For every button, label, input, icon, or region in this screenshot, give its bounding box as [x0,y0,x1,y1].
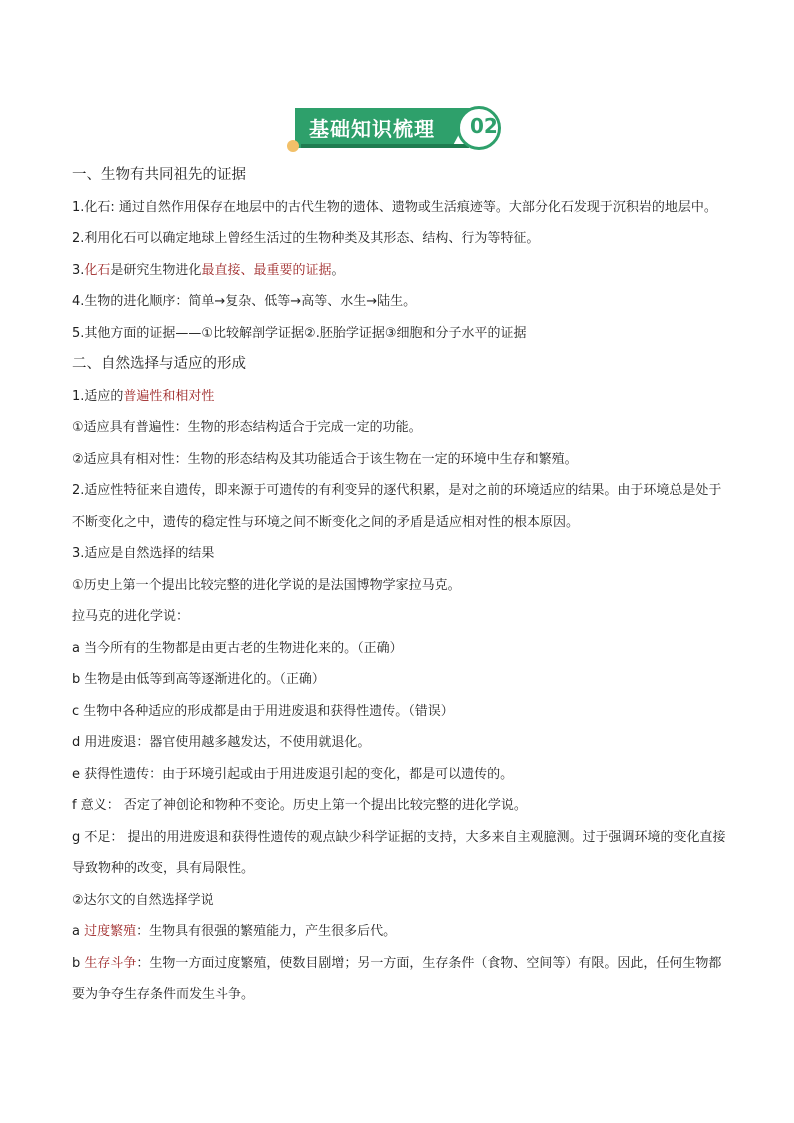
paragraph-fossil-definition: 1.化石: 通过自然作用保存在地层中的古代生物的遗体、遗物或生活痕迹等。大部分化石发现于沉积岩的地层中。 [72,199,717,215]
list-item-f: f 意义： 否定了神创论和物种不变论。历史上第一个提出比较完整的进化学说。 [72,798,527,813]
highlight-fossil: 化石 [84,262,111,278]
highlight-overproduction: 过度繁殖 [84,924,137,939]
paragraph-fossil-evidence [72,255,732,287]
highlight-universality-relativity: 普遍性和相对性 [123,388,215,404]
darwin-item-b [72,948,732,1011]
list-item-e: e 获得性遗传：由于环境引起或由于用进废退引起的变化，都是可以遗传的。 [72,766,514,782]
highlight-struggle-for-existence: 生存斗争 [84,955,137,971]
paragraph-lamarck-intro: ①历史上第一个提出比较完整的进化学说的是法国博物学家拉马克。 [72,577,461,593]
list-item-c: c 生物中各种适应的形成都是由于用进废退和获得性遗传。（错误） [72,703,454,719]
highlight-most-direct-evidence: 最直接、最重要的证据 [201,262,332,278]
text-run: 3. [72,262,85,278]
text-run: 是研究生物进化 [110,262,202,278]
banner-decoration-dot [287,140,299,152]
paragraph-adaptation-heredity: 2.适应性特征来自遗传，即来源于可遗传的有利变异的逐代积累，是对之前的环境适应的结果。由于环境总是处于不断变化之中，遗传的稳定性与环境之间不断变化之间的矛盾是适应相对性的根本原因。 [72,483,722,530]
paragraph-evolution-order: 4.生物的进化顺序：简单→复杂、低等→高等、水生→陆生。 [72,294,417,309]
list-item-d: d 用进废退：器官使用越多越发达，不使用就退化。 [72,735,371,750]
list-item-b: b 生物是由低等到高等逐渐进化的。（正确） [72,672,325,687]
banner-shadow [301,144,469,148]
text-run: ：生物具有很强的繁殖能力，产生很多后代。 [136,924,397,939]
text-run: a [72,924,85,939]
text-run: ：生物一方面过度繁殖，使数目剧增；另一方面，生存条件（食物、空间等）有限。因此，任何生物都要为争夺生存条件而发生斗争。 [72,955,722,1002]
text-run: b [72,955,85,971]
list-item-g: g 不足： 提出的用进废退和获得性遗传的观点缺少科学证据的支持，大多来自主观臆测。过于强调环境的变化直接导致物种的改变，具有局限性。 [72,829,726,876]
section-banner [287,104,517,154]
banner-number: 02 [470,114,498,138]
section-heading-2: 二、自然选择与适应的形成 [72,356,246,372]
paragraph-darwin-theory: ②达尔文的自然选择学说 [72,892,214,908]
paragraph-other-evidence: 5.其他方面的证据——①比较解剖学证据②.胚胎学证据③细胞和分子水平的证据 [72,325,527,341]
text-run: 1.适应的 [72,388,124,404]
darwin-item-a [72,916,732,948]
banner-title: 基础知识梳理 [309,117,435,141]
text-run: 。 [331,262,345,278]
paragraph-universality: ①适应具有普遍性：生物的形态结构适合于完成一定的功能。 [72,420,422,435]
paragraph-lamarck-theory: 拉马克的进化学说： [72,609,190,624]
paragraph-fossil-use: 2.利用化石可以确定地球上曾经生活过的生物种类及其形态、结构、行为等特征。 [72,231,540,246]
section-heading-1: 一、生物有共同祖先的证据 [72,167,246,183]
list-item-a: a 当今所有的生物都是由更古老的生物进化来的。（正确） [72,640,403,656]
paragraph-natural-selection-result: 3.适应是自然选择的结果 [72,546,215,561]
paragraph-relativity: ②适应具有相对性：生物的形态结构及其功能适合于该生物在一定的环境中生存和繁殖。 [72,451,578,467]
paragraph-adaptation-title [72,381,732,413]
document-content [72,160,732,1011]
